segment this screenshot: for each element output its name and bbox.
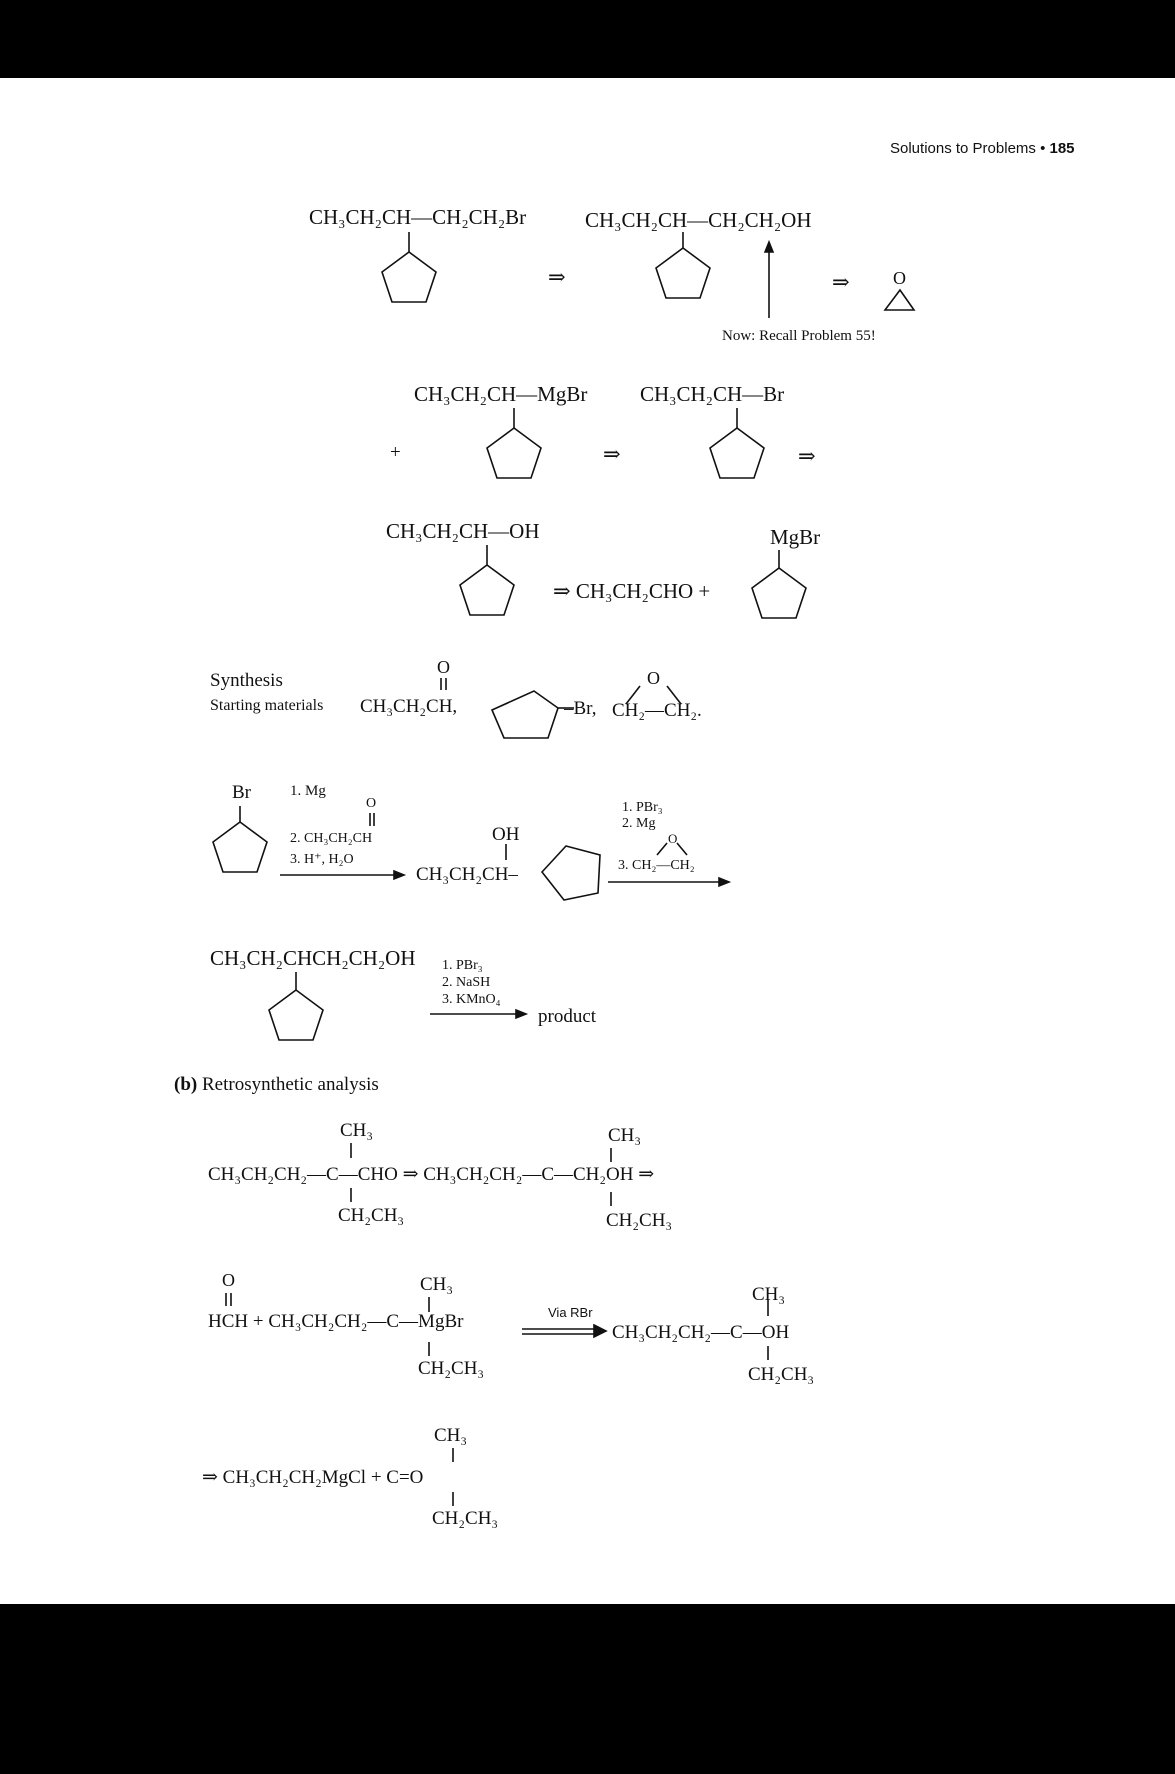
cyclopentane-ring	[213, 822, 267, 872]
cyclopentane-ring	[656, 248, 710, 298]
formaldehyde-oxygen: O	[222, 1270, 235, 1290]
epoxide-ring	[885, 290, 914, 310]
note-text: Now: Recall Problem 55!	[722, 328, 876, 344]
bromo-label: –Br,	[564, 698, 597, 719]
epoxide-oxygen: O	[893, 268, 906, 288]
part-label: (b)	[174, 1074, 198, 1095]
cyclopentane-ring	[269, 990, 323, 1040]
retro-arrow: ⇒	[798, 444, 816, 468]
methyl-label: CH₃	[420, 1274, 454, 1295]
note-arrow-head	[765, 242, 773, 252]
step-1: 1. Mg	[290, 783, 326, 799]
ethyl-label: CH₂CH₃	[748, 1364, 815, 1385]
step-1: 1. PBr₃	[442, 958, 483, 973]
step-1: 1. PBr₃	[622, 800, 663, 815]
methyl-label: CH₃	[434, 1425, 468, 1446]
tertiary-alcohol: CH₃CH₂CH₂—C—OH	[612, 1322, 790, 1343]
epoxide-bond	[657, 843, 667, 855]
part-b-title	[174, 1074, 379, 1096]
br-label: Br	[232, 782, 251, 803]
retro-line-3: ⇒ CH₃CH₂CH₂MgCl + C=O	[202, 1467, 424, 1488]
epoxide-bond	[677, 843, 687, 855]
step-2: 2. CH₃CH₂CH	[290, 831, 373, 846]
carbonyl-oxygen: O	[437, 657, 450, 677]
step-3: 3. CH₂—CH₂	[618, 858, 695, 873]
hydroxyl-label: OH	[492, 824, 520, 845]
mol-grignard: CH₃CH₂CH—MgBr	[414, 382, 588, 406]
running-title: Solutions to Problems •	[890, 140, 1046, 157]
mol-secondary-bromide: CH₃CH₂CH—Br	[640, 382, 785, 406]
epoxide-oxygen: O	[647, 668, 660, 688]
step-2-oxygen: O	[366, 796, 377, 811]
retro-arrow: ⇒	[603, 442, 621, 466]
step-3: 3. H⁺, H₂O	[290, 852, 354, 867]
step-2: 2. Mg	[622, 816, 656, 831]
step-3-oxygen: O	[668, 831, 678, 846]
retro-arrow: ⇒	[832, 270, 850, 294]
retro-line-2: HCH + CH₃CH₂CH₂—C—MgBr	[208, 1311, 464, 1332]
mol-secondary-alcohol: CH₃CH₂CH—OH	[386, 519, 540, 543]
methyl-label: CH₃	[340, 1120, 374, 1141]
ethyl-label: CH₂CH₃	[418, 1358, 485, 1379]
step-3: 3. KMnO₄	[442, 992, 501, 1007]
cyclopentane-ring	[487, 428, 541, 478]
cyclopentane-ring	[542, 846, 600, 900]
retro-line-1: CH₃CH₂CH₂—C—CHO ⇒ CH₃CH₂CH₂—C—CH₂OH ⇒	[208, 1164, 655, 1185]
part-title: Retrosynthetic analysis	[201, 1074, 379, 1095]
arrow-head	[394, 871, 404, 879]
cyclopentane-ring	[710, 428, 764, 478]
retro-arrow: ⇒	[548, 265, 566, 289]
cyclopentane-ring	[382, 252, 436, 302]
mgbr-label: MgBr	[770, 525, 821, 549]
intermediate-alcohol: CH₃CH₂CH–	[416, 864, 518, 885]
propanal: CH₃CH₂CH,	[360, 696, 458, 717]
synthesis-title: Synthesis	[210, 670, 283, 691]
starting-materials-label: Starting materials	[210, 697, 324, 714]
via-rbr-label: Via RBr	[548, 1305, 593, 1320]
methyl-label: CH₃	[608, 1125, 642, 1146]
ethyl-label: CH₂CH₃	[338, 1205, 405, 1226]
page-number: 185	[1049, 140, 1075, 157]
methyl-label: CH₃	[752, 1284, 786, 1305]
cyclopentane-ring	[492, 691, 558, 738]
ethylene-oxide: CH₂—CH₂.	[612, 700, 702, 721]
cyclopentane-ring	[752, 568, 806, 618]
mol-primary-alcohol: CH₃CH₂CHCH₂CH₂OH	[210, 946, 416, 970]
product-label: product	[538, 1006, 597, 1027]
mol-bromide: CH₃CH₂CH—CH₂CH₂Br	[309, 205, 527, 229]
arrow-head	[516, 1010, 526, 1018]
ethyl-label: CH₂CH₃	[606, 1210, 673, 1231]
plus-sign: +	[390, 442, 401, 463]
ethyl-label: CH₂CH₃	[432, 1508, 499, 1529]
arrow-head	[719, 878, 729, 886]
mol-alcohol: CH₃CH₂CH—CH₂CH₂OH	[585, 208, 812, 232]
arrow-head	[594, 1325, 606, 1337]
cyclopentane-ring	[460, 565, 514, 615]
disconnection-line: ⇒ CH₃CH₂CHO +	[553, 579, 711, 603]
step-2: 2. NaSH	[442, 975, 491, 990]
